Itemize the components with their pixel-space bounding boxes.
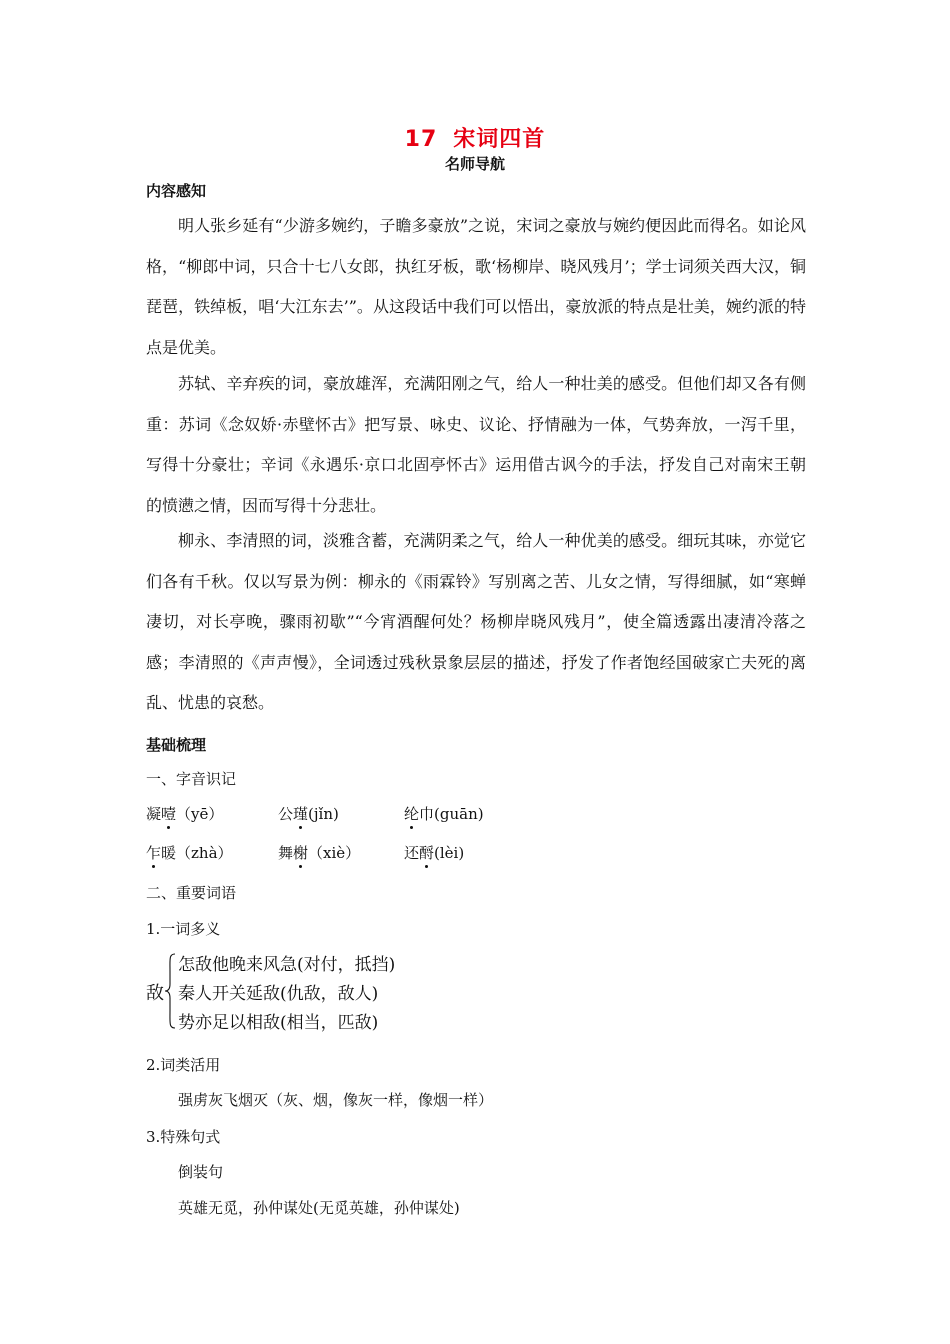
pronunciation-item: 还酹(lèi) xyxy=(404,844,465,862)
conversion-label: 2.词类活用 xyxy=(146,1056,221,1074)
polysemy-sense: 怎敌他晚来风急(对付，抵挡) xyxy=(178,955,396,975)
dotted-char: 噎 xyxy=(161,805,177,823)
special-sentence-type: 倒装句 xyxy=(178,1163,224,1181)
subsection-pronunciation: 一、字音识记 xyxy=(146,770,237,788)
dotted-char: 酹 xyxy=(419,844,435,862)
paragraph-3: 柳永、李清照的词，淡雅含蓄，充满阴柔之气，给人一种优美的感受。细玩其味，亦觉它们各有千秋。仅以写景为例：柳永的《雨霖铃》写别离之苦、儿女之情，写得细腻，如“寒蝉凄切，对长亭晚，骤雨初歇”“今宵酒醒何处？杨柳岸晓风残月”，使全篇透露出凄清冷落之感；李清照的《声声慢》，全词透过残秋景象层层的描述，抒发了作者饱经国破家亡夫死的离乱、忧患的哀愁。 xyxy=(146,531,806,712)
polysemy-label: 1.一词多义 xyxy=(146,920,221,938)
polysemy-sense: 秦人开关延敌(仇敌，敌人) xyxy=(178,984,379,1004)
subsection-vocabulary: 二、重要词语 xyxy=(146,884,237,902)
special-sentence-example: 英雄无觅，孙仲谋处(无觅英雄，孙仲谋处) xyxy=(178,1199,460,1217)
dotted-char: 瑾 xyxy=(293,805,309,823)
lesson-number: 17 xyxy=(404,127,438,152)
polysemy-sense: 势亦足以相敌(相当，匹敌) xyxy=(178,1013,379,1033)
pronunciation-item: 凝噎（yē） xyxy=(146,805,224,823)
section-heading-basics: 基础梳理 xyxy=(146,736,207,754)
dotted-char: 榭 xyxy=(293,844,309,862)
pronunciation-item: 纶巾(guān) xyxy=(404,805,484,823)
section-heading-content: 内容感知 xyxy=(146,182,207,200)
special-sentence-label: 3.特殊句式 xyxy=(146,1128,221,1146)
paragraph-2: 苏轼、辛弃疾的词，豪放雄浑，充满阳刚之气，给人一种壮美的感受。但他们却又各有侧重：苏词《念奴娇·赤壁怀古》把写景、咏史、议论、抒情融为一体，气势奔放，一泻千里，写得十分豪壮；辛词《永遇乐·京口北固亭怀古》运用借古讽今的手法，抒发自己对南宋王朝的愤懑之情，因而写得十分悲壮。 xyxy=(146,374,806,515)
conversion-example: 强虏灰飞烟灭（灰、烟，像灰一样，像烟一样） xyxy=(178,1091,494,1109)
pronunciation-item: 乍暖（zhà） xyxy=(146,844,233,862)
left-brace-icon xyxy=(164,953,176,1029)
paragraph-1: 明人张乡延有“少游多婉约，子瞻多豪放”之说，宋词之豪放与婉约便因此而得名。如论风格，“柳郎中词，只合十七八女郎，执红牙板，歌‘杨柳岸、晓风残月’；学士词须关西大汉，铜琵琶，铁绰板，唱‘大江东去’”。从这段话中我们可以悟出，豪放派的特点是壮美，婉约派的特点是优美。 xyxy=(146,216,806,357)
lesson-title: 宋词四首 xyxy=(453,127,546,152)
polysemy-word: 敌 xyxy=(146,983,164,1004)
pronunciation-item: 舞榭（xiè） xyxy=(278,844,361,862)
page-subtitle: 名师导航 xyxy=(444,155,505,173)
pronunciation-item: 公瑾(jǐn) xyxy=(278,805,339,823)
page-title xyxy=(0,122,950,153)
dotted-char: 纶 xyxy=(404,805,420,823)
dotted-char: 乍 xyxy=(146,844,162,862)
